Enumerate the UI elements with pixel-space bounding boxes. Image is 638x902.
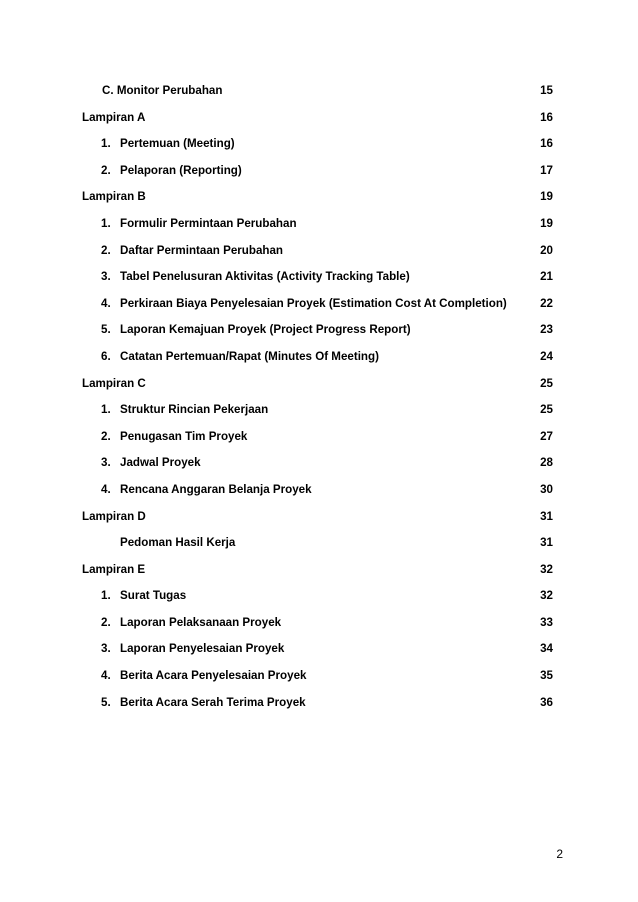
toc-entry[interactable] bbox=[0, 450, 638, 477]
table-of-contents bbox=[0, 78, 638, 716]
toc-entry-page: 32 bbox=[540, 589, 553, 603]
toc-entry-number: 2. bbox=[101, 429, 111, 443]
toc-entry-title: Laporan Pelaksanaan Proyek bbox=[120, 615, 282, 629]
toc-entry[interactable] bbox=[0, 211, 638, 238]
toc-entry-title: Jadwal Proyek bbox=[120, 456, 201, 470]
toc-entry[interactable] bbox=[0, 264, 638, 291]
toc-entry-title: Pedoman Hasil Kerja bbox=[120, 536, 236, 550]
toc-entry-title: Formulir Permintaan Perubahan bbox=[120, 216, 297, 230]
toc-entry-title: Catatan Pertemuan/Rapat (Minutes Of Meeting) bbox=[120, 349, 379, 363]
toc-section-entry[interactable] bbox=[0, 105, 638, 132]
toc-entry-page: 36 bbox=[540, 695, 553, 709]
toc-entry-title: Lampiran A bbox=[82, 110, 146, 124]
toc-entry[interactable] bbox=[0, 397, 638, 424]
toc-entry[interactable] bbox=[0, 583, 638, 610]
toc-entry-title: Lampiran C bbox=[82, 376, 146, 390]
toc-entry-title: Pertemuan (Meeting) bbox=[120, 137, 235, 151]
toc-entry-number: 2. bbox=[101, 163, 111, 177]
toc-entry-page: 15 bbox=[540, 84, 553, 97]
toc-entry-page: 20 bbox=[540, 243, 553, 257]
toc-entry[interactable] bbox=[0, 158, 638, 185]
toc-entry-number: 2. bbox=[101, 615, 111, 629]
toc-entry-number: 4. bbox=[101, 669, 111, 683]
toc-entry[interactable] bbox=[0, 291, 638, 318]
toc-entry-page: 35 bbox=[540, 669, 553, 683]
toc-entry[interactable] bbox=[0, 131, 638, 158]
toc-entry-page: 16 bbox=[540, 137, 553, 151]
toc-entry[interactable] bbox=[0, 530, 638, 557]
toc-entry[interactable] bbox=[0, 663, 638, 690]
toc-entry-number: 3. bbox=[101, 456, 111, 470]
toc-entry-page: 32 bbox=[540, 562, 553, 576]
toc-entry-title: Lampiran D bbox=[82, 509, 146, 523]
toc-entry-number: 6. bbox=[101, 349, 111, 363]
toc-entry-number: 1. bbox=[101, 589, 111, 603]
toc-entry-number: 4. bbox=[101, 296, 111, 310]
toc-entry-page: 19 bbox=[540, 190, 553, 204]
toc-entry[interactable] bbox=[0, 636, 638, 663]
toc-entry-page: 16 bbox=[540, 110, 553, 124]
toc-entry-page: 33 bbox=[540, 615, 553, 629]
toc-entry-page: 17 bbox=[540, 163, 553, 177]
toc-entry-page: 27 bbox=[540, 429, 553, 443]
toc-entry-title: Laporan Penyelesaian Proyek bbox=[120, 642, 285, 656]
toc-entry-page: 22 bbox=[540, 296, 553, 310]
toc-entry-title: Surat Tugas bbox=[120, 589, 187, 603]
toc-entry-title: Struktur Rincian Pekerjaan bbox=[120, 403, 269, 417]
toc-entry[interactable] bbox=[0, 317, 638, 344]
toc-entry-page: 28 bbox=[540, 456, 553, 470]
toc-entry-title: Lampiran E bbox=[82, 562, 146, 576]
toc-entry-page: 23 bbox=[540, 323, 553, 337]
toc-entry-title: Berita Acara Serah Terima Proyek bbox=[120, 695, 306, 709]
toc-entry-number: 3. bbox=[101, 270, 111, 284]
toc-section-entry[interactable] bbox=[0, 557, 638, 584]
toc-entry-page: 21 bbox=[540, 270, 553, 284]
toc-entry-number: 1. bbox=[101, 403, 111, 417]
toc-entry-title: Laporan Kemajuan Proyek (Project Progress Report) bbox=[120, 323, 411, 337]
toc-entry-title: Perkiraan Biaya Penyelesaian Proyek (Estimation Cost At Completion) bbox=[120, 296, 507, 310]
toc-entry-page: 34 bbox=[540, 642, 553, 656]
toc-entry-number: 5. bbox=[101, 323, 111, 337]
toc-entry-page: 25 bbox=[540, 403, 553, 417]
toc-entry-title: Tabel Penelusuran Aktivitas (Activity Tracking Table) bbox=[120, 270, 410, 284]
toc-entry[interactable] bbox=[0, 238, 638, 265]
toc-entry-title: Rencana Anggaran Belanja Proyek bbox=[120, 482, 312, 496]
toc-entry-title: Lampiran B bbox=[82, 190, 146, 204]
toc-entry-title: Berita Acara Penyelesaian Proyek bbox=[120, 669, 307, 683]
toc-entry[interactable] bbox=[0, 477, 638, 504]
toc-entry[interactable] bbox=[0, 424, 638, 451]
toc-entry-number: 4. bbox=[101, 482, 111, 496]
toc-section-entry[interactable] bbox=[0, 184, 638, 211]
toc-entry-page: 19 bbox=[540, 216, 553, 230]
toc-entry-number: 3. bbox=[101, 642, 111, 656]
toc-entry-page: 30 bbox=[540, 482, 553, 496]
toc-entry-title: C. Monitor Perubahan bbox=[102, 84, 223, 97]
toc-entry-title: Daftar Permintaan Perubahan bbox=[120, 243, 284, 257]
toc-entry-page: 31 bbox=[540, 536, 553, 550]
toc-section-entry[interactable] bbox=[0, 371, 638, 398]
toc-entry-number: 1. bbox=[101, 137, 111, 151]
toc-entry[interactable] bbox=[0, 344, 638, 371]
toc-entry[interactable] bbox=[0, 690, 638, 717]
toc-entry[interactable] bbox=[0, 78, 638, 105]
toc-entry-page: 25 bbox=[540, 376, 553, 390]
toc-entry-number: 1. bbox=[101, 216, 111, 230]
toc-entry-page: 31 bbox=[540, 509, 553, 523]
toc-entry-title: Pelaporan (Reporting) bbox=[120, 163, 242, 177]
toc-entry-number: 5. bbox=[101, 695, 111, 709]
toc-entry[interactable] bbox=[0, 610, 638, 637]
page-number: 2 bbox=[556, 847, 563, 861]
toc-section-entry[interactable] bbox=[0, 504, 638, 531]
toc-entry-page: 24 bbox=[540, 349, 553, 363]
toc-entry-number: 2. bbox=[101, 243, 111, 257]
toc-entry-title: Penugasan Tim Proyek bbox=[120, 429, 248, 443]
